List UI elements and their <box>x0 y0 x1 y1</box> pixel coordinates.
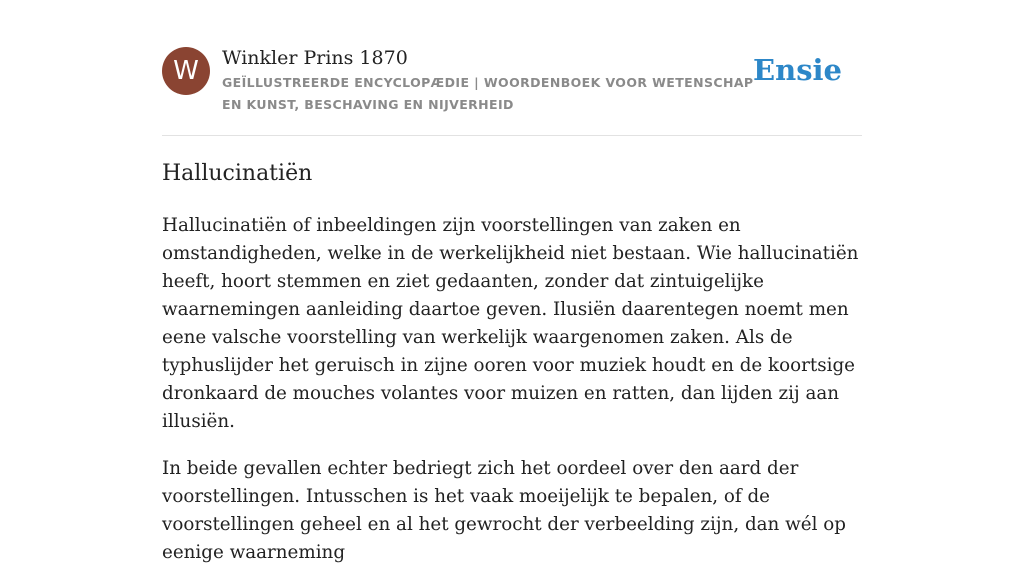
source-header <box>162 46 862 116</box>
source-subtitle: GEÏLLUSTREERDE ENCYCLOPÆDIE | WOORDENBOEK VOOR WETENSCHAP EN KUNST, BESCHAVING EN NIJVERHEID <box>222 75 754 112</box>
header-divider <box>162 135 862 136</box>
article-paragraph: In beide gevallen echter bedriegt zich het oordeel over den aard der voorstellingen. Intusschen is het vaak moeijelijk te bepalen, of de voorstellingen geheel en al het gewrocht der verbeelding zijn, dan wél op eenige waarneming <box>162 458 846 563</box>
article-title: Hallucinatiën <box>162 161 313 186</box>
source-avatar[interactable]: W <box>162 47 210 95</box>
article-paragraph: Hallucinatiën of inbeeldingen zijn voorstellingen van zaken en omstandigheden, welke in de werkelijkheid niet bestaan. Wie hallucinatiën heeft, hoort stemmen en ziet gedaanten, zonder dat zintuigelijke waarnemingen aanleiding daartoe geven. Ilusiën daarentegen noemt men eene valsche voorstelling van werkelijk waargenomen zaken. Als de typhuslijder het geruisch in zijne ooren voor muziek houdt en de koortsige dronkaard de mouches volantes voor muizen en ratten, dan lijden zij aan illusiën. <box>162 215 859 432</box>
article-body <box>162 212 862 586</box>
source-title[interactable]: Winkler Prins 1870 <box>222 47 408 69</box>
ensie-logo[interactable]: Ensie <box>753 53 842 87</box>
